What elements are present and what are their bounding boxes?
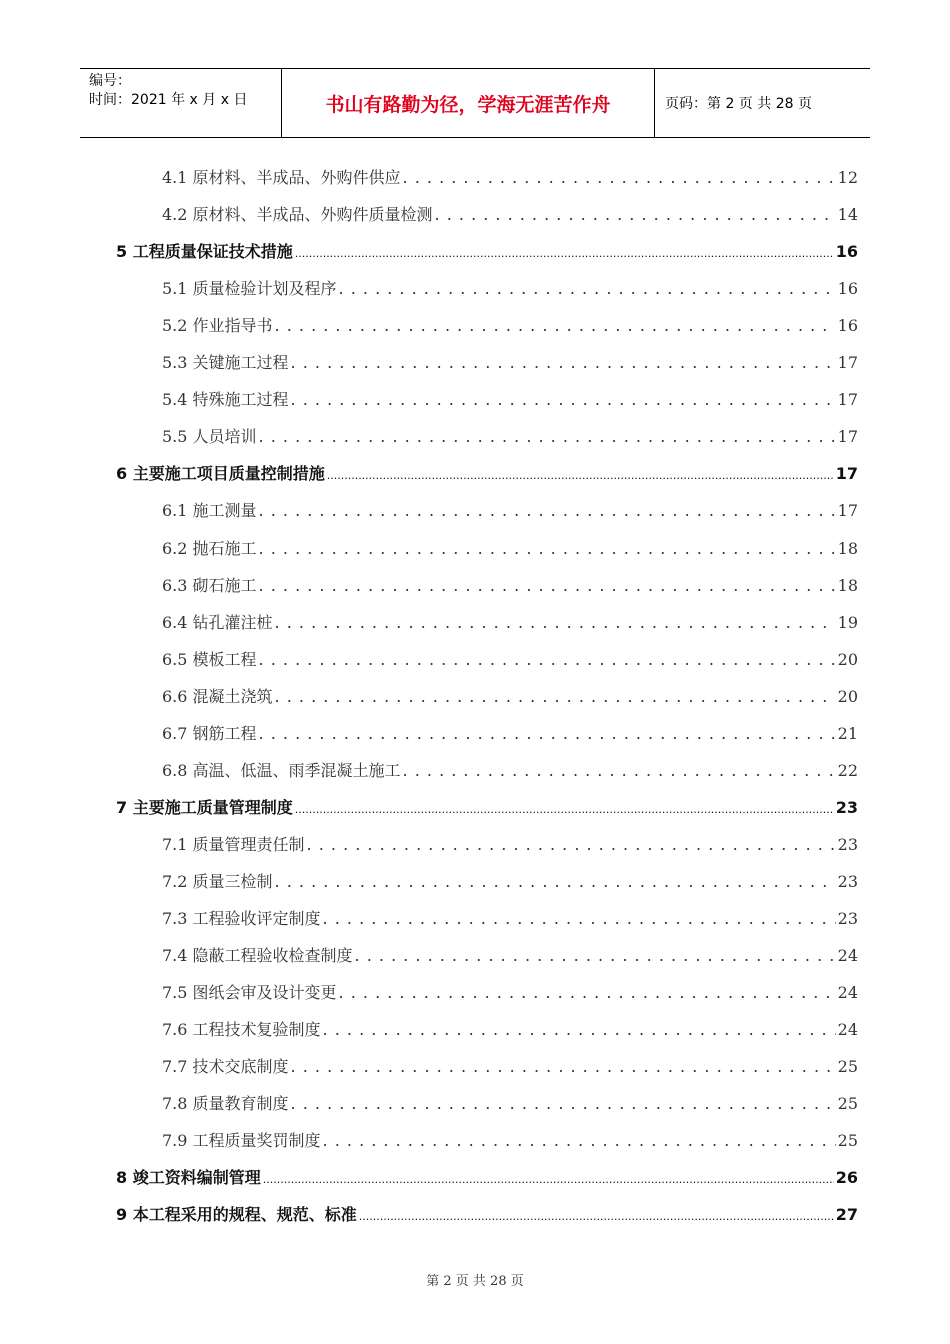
- toc-dot-leader: [259, 539, 836, 558]
- toc-entry-title: 4.2 原材料、半成品、外购件质量检测: [162, 205, 433, 224]
- toc-entry-title: 6.8 高温、低温、雨季混凝土施工: [162, 761, 401, 780]
- toc-dot-leader: [291, 353, 836, 372]
- toc-dot-leader: [323, 1020, 836, 1039]
- toc-page-number: 23: [837, 835, 858, 854]
- toc-entry-title: 6.6 混凝土浇筑: [162, 687, 273, 706]
- toc-page-number: 23: [837, 909, 858, 928]
- toc-section-entry[interactable]: [162, 276, 858, 299]
- toc-dot-leader: [295, 242, 834, 261]
- toc-section-entry[interactable]: [162, 906, 858, 929]
- toc-section-entry[interactable]: [162, 1128, 858, 1151]
- toc-page-number: 25: [837, 1057, 858, 1076]
- toc-dot-leader: [291, 1057, 836, 1076]
- toc-entry-title: 9 本工程采用的规程、规范、标准: [116, 1205, 357, 1224]
- toc-entry-title: 7.9 工程质量奖罚制度: [162, 1131, 321, 1150]
- toc-entry-title: 8 竣工资料编制管理: [116, 1168, 261, 1187]
- toc-page-number: 25: [837, 1094, 858, 1113]
- toc-section-entry[interactable]: [162, 1091, 858, 1114]
- toc-entry-title: 5.3 关键施工过程: [162, 353, 289, 372]
- toc-section-entry[interactable]: [162, 684, 858, 707]
- toc-dot-leader: [295, 798, 834, 817]
- toc-entry-title: 7.4 隐蔽工程验收检查制度: [162, 946, 353, 965]
- toc-page-number: 20: [837, 687, 858, 706]
- toc-dot-leader: [259, 650, 836, 669]
- toc-page-number: 17: [837, 390, 858, 409]
- toc-entry-title: 7.2 质量三检制: [162, 872, 273, 891]
- toc-section-entry[interactable]: [162, 573, 858, 596]
- toc-entry-title: 7.7 技术交底制度: [162, 1057, 289, 1076]
- document-date: 时间：2021 年 x 月 x 日: [89, 92, 248, 108]
- toc-section-entry[interactable]: [162, 313, 858, 336]
- toc-dot-leader: [323, 1131, 836, 1150]
- toc-entry-title: 5 工程质量保证技术措施: [116, 242, 293, 261]
- toc-entry-title: 5.4 特殊施工过程: [162, 390, 289, 409]
- toc-dot-leader: [259, 501, 836, 520]
- toc-dot-leader: [259, 724, 836, 743]
- toc-entry-title: 6 主要施工项目质量控制措施: [116, 464, 325, 483]
- toc-chapter-entry[interactable]: [116, 239, 858, 262]
- toc-dot-leader: [291, 1094, 836, 1113]
- toc-page-number: 12: [837, 168, 858, 187]
- toc-page-number: 16: [837, 316, 858, 335]
- toc-entry-title: 6.1 施工测量: [162, 501, 257, 520]
- toc-chapter-entry[interactable]: [116, 1165, 858, 1188]
- toc-page-number: 25: [837, 1131, 858, 1150]
- toc-chapter-entry[interactable]: [116, 1202, 858, 1225]
- document-number-label: 编号：: [89, 73, 131, 89]
- toc-page-number: 19: [837, 613, 858, 632]
- toc-page-number: 14: [837, 205, 858, 224]
- toc-section-entry[interactable]: [162, 647, 858, 670]
- toc-dot-leader: [259, 576, 836, 595]
- toc-chapter-entry[interactable]: [116, 795, 858, 818]
- toc-dot-leader: [435, 205, 836, 224]
- header-motto: 书山有路勤为径，学海无涯苦作舟: [282, 69, 655, 137]
- toc-entry-title: 4.1 原材料、半成品、外购件供应: [162, 168, 401, 187]
- toc-dot-leader: [275, 872, 836, 891]
- toc-section-entry[interactable]: [162, 424, 858, 447]
- toc-section-entry[interactable]: [162, 536, 858, 559]
- toc-dot-leader: [355, 946, 836, 965]
- toc-page-number: 17: [837, 353, 858, 372]
- toc-dot-leader: [339, 279, 836, 298]
- toc-dot-leader: [403, 761, 836, 780]
- toc-section-entry[interactable]: [162, 387, 858, 410]
- toc-entry-title: 7.3 工程验收评定制度: [162, 909, 321, 928]
- toc-page-number: 16: [835, 242, 858, 261]
- toc-entry-title: 7.6 工程技术复验制度: [162, 1020, 321, 1039]
- toc-section-entry[interactable]: [162, 869, 858, 892]
- toc-entry-title: 7.1 质量管理责任制: [162, 835, 305, 854]
- toc-section-entry[interactable]: [162, 721, 858, 744]
- header-page-info: 页码：第 2 页 共 28 页: [665, 96, 812, 112]
- page-header: [80, 68, 870, 138]
- toc-page-number: 27: [835, 1205, 858, 1224]
- toc-section-entry[interactable]: [162, 498, 858, 521]
- toc-page-number: 24: [837, 983, 858, 1002]
- toc-page-number: 18: [837, 576, 858, 595]
- toc-dot-leader: [259, 427, 836, 446]
- toc-dot-leader: [275, 613, 836, 632]
- toc-page-number: 20: [837, 650, 858, 669]
- toc-section-entry[interactable]: [162, 943, 858, 966]
- toc-page-number: 22: [837, 761, 858, 780]
- toc-dot-leader: [307, 835, 836, 854]
- toc-entry-title: 7.5 图纸会审及设计变更: [162, 983, 337, 1002]
- toc-page-number: 17: [837, 501, 858, 520]
- toc-entry-title: 7.8 质量教育制度: [162, 1094, 289, 1113]
- toc-section-entry[interactable]: [162, 1054, 858, 1077]
- toc-section-entry[interactable]: [162, 1017, 858, 1040]
- header-meta: [80, 69, 282, 137]
- toc-page-number: 24: [837, 946, 858, 965]
- toc-dot-leader: [339, 983, 836, 1002]
- toc-section-entry[interactable]: [162, 980, 858, 1003]
- toc-page-number: 17: [837, 427, 858, 446]
- toc-page-number: 17: [835, 464, 858, 483]
- toc-entry-title: 6.2 抛石施工: [162, 539, 257, 558]
- toc-entry-title: 6.5 模板工程: [162, 650, 257, 669]
- toc-dot-leader: [263, 1168, 834, 1187]
- toc-dot-leader: [275, 687, 836, 706]
- toc-entry-title: 6.4 钻孔灌注桩: [162, 613, 273, 632]
- toc-dot-leader: [275, 316, 836, 335]
- toc-dot-leader: [323, 909, 836, 928]
- toc-section-entry[interactable]: [162, 202, 858, 225]
- toc-page-number: 24: [837, 1020, 858, 1039]
- toc-page-number: 16: [837, 279, 858, 298]
- toc-section-entry[interactable]: [162, 350, 858, 373]
- toc-page-number: 18: [837, 539, 858, 558]
- toc-chapter-entry[interactable]: [116, 461, 858, 484]
- toc-entry-title: 6.7 钢筋工程: [162, 724, 257, 743]
- toc-page-number: 23: [835, 798, 858, 817]
- toc-page-number: 21: [837, 724, 858, 743]
- toc-dot-leader: [327, 464, 834, 483]
- toc-page-number: 23: [837, 872, 858, 891]
- toc-entry-title: 7 主要施工质量管理制度: [116, 798, 293, 817]
- toc-dot-leader: [291, 390, 836, 409]
- toc-entry-title: 5.2 作业指导书: [162, 316, 273, 335]
- toc-dot-leader: [359, 1205, 834, 1224]
- toc-entry-title: 5.1 质量检验计划及程序: [162, 279, 337, 298]
- toc-section-entry[interactable]: [162, 610, 858, 633]
- toc-entry-title: 5.5 人员培训: [162, 427, 257, 446]
- toc-section-entry[interactable]: [162, 165, 858, 188]
- toc-dot-leader: [403, 168, 836, 187]
- page-footer: 第 2 页 共 28 页: [426, 1274, 524, 1289]
- toc-section-entry[interactable]: [162, 832, 858, 855]
- toc-section-entry[interactable]: [162, 758, 858, 781]
- toc-page-number: 26: [835, 1168, 858, 1187]
- toc-entry-title: 6.3 砌石施工: [162, 576, 257, 595]
